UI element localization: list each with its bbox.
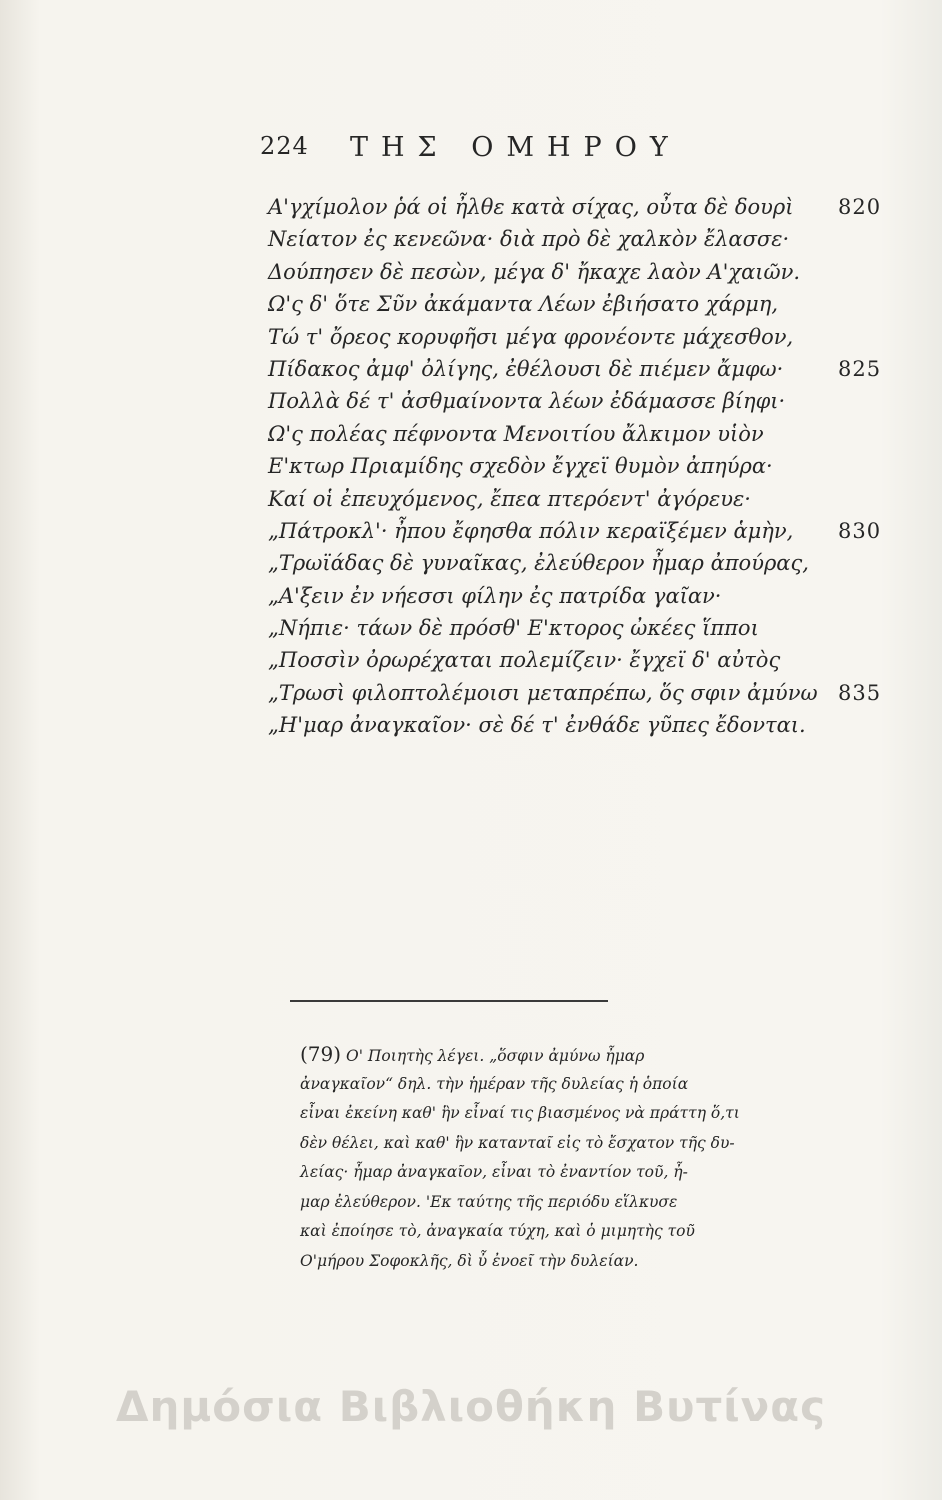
footnote xyxy=(300,1040,900,1276)
footnote-line: Ο'μήρου Σοφοκλῆς, δὶ ὖ ἐνοεῖ τὴν δυλείαν. xyxy=(300,1251,639,1270)
verse-line xyxy=(268,515,908,547)
verse-line xyxy=(268,191,908,223)
line-number: 830 xyxy=(838,518,882,543)
verse-line xyxy=(268,353,908,385)
line-number: 820 xyxy=(838,195,882,219)
verse-line xyxy=(268,644,908,676)
verse-line xyxy=(268,418,908,450)
verse-text: „Η'μαρ ἀναγκαῖον· σὲ δέ τ' ἐνθάδε γῦπες ἔδονται. xyxy=(268,713,806,738)
running-title: ΤΗΣ ΟΜΗΡΟΥ xyxy=(350,132,681,163)
verse-text: Καί οἱ ἐπευχόμενος, ἔπεα πτερόεντ' ἀγόρευε· xyxy=(268,486,751,511)
footnote-line: μαρ ἐλεύθερον. 'Εκ ταύτης τῆς περιόδυ εἵλκυσε xyxy=(300,1192,678,1211)
footnote-line: ἀναγκαῖον“ δηλ. τὴν ἡμέραν τῆς δυλείας ἡ ὁποία xyxy=(300,1074,689,1093)
verse-text: Ε'κτωρ Πριαμίδης σχεδὸν ἔγχεϊ θυμὸν ἀπηύρα· xyxy=(268,454,773,479)
footnote-line: εἶναι ἐκείνη καθ' ἣν εἶναί τις βιασμένος νὰ πράττη ὅ,τι xyxy=(300,1104,740,1122)
page-header xyxy=(260,132,800,172)
verse-line xyxy=(268,547,908,579)
verse-line xyxy=(268,256,908,288)
verse-line xyxy=(268,483,908,515)
verse-text: Ω'ς δ' ὅτε Σῦν ἀκάμαντα Λέων ἐβιήσατο χάρμη, xyxy=(268,292,779,317)
line-number: 825 xyxy=(838,356,882,381)
footnote-divider xyxy=(290,1000,608,1002)
footnote-line: δὲν θέλει, καὶ καθ' ἣν κατανταῖ εἰς τὸ ἔσχατον τῆς δυ- xyxy=(300,1133,735,1152)
verse-line xyxy=(268,321,908,353)
verse-line xyxy=(268,450,908,482)
verse-text: Ω'ς πολέας πέφνοντα Μενοιτίου ἄλκιμον υἱὸν xyxy=(268,421,764,446)
verse-text: Τώ τ' ὄρεος κορυφῆσι μέγα φρονέοντε μάχεσθον, xyxy=(268,324,794,349)
verse-text: Πολλὰ δέ τ' ἀσθμαίνοντα λέων ἐδάμασσε βίηφι· xyxy=(268,389,786,414)
verse-line xyxy=(268,677,908,709)
footnote-text: Ο' Ποιητὴς λέγει. „ὅσφιν ἀμύνω ἦμαρ xyxy=(346,1047,645,1065)
footnote-line xyxy=(300,1040,900,1070)
verse-text: Νείατον ἐς κενεῶνα· διὰ πρὸ δὲ χαλκὸν ἔλασσε· xyxy=(268,227,790,252)
verse-block xyxy=(268,191,908,742)
verse-line xyxy=(268,580,908,612)
verse-text: „Α'ξειν ἐν νήεσσι φίλην ἐς πατρίδα γαῖαν· xyxy=(268,583,722,608)
verse-text: Δούπησεν δὲ πεσὼν, μέγα δ' ἤκαχε λαὸν Α'χαιῶν. xyxy=(268,259,801,284)
verse-line xyxy=(268,385,908,417)
footnote-line: λείας· ἦμαρ ἀναγκαῖον, εἶναι τὸ ἐναντίον τοῦ, ἦ- xyxy=(300,1163,688,1181)
verse-line xyxy=(268,288,908,320)
footnote-marker: (79) xyxy=(300,1042,342,1066)
page-number: 224 xyxy=(260,132,309,160)
verse-text: „Τρωσὶ φιλοπτολέμοισι μεταπρέπω, ὅς σφιν ἀμύνω xyxy=(268,680,818,705)
footnote-line: καὶ ἐποίησε τὸ, ἀναγκαία τύχη, καὶ ὁ μιμητὴς τοῦ xyxy=(300,1222,695,1240)
library-watermark: Δημόσια Βιβλιοθήκη Βυτίνας xyxy=(116,1382,826,1431)
verse-text: „Νήπιε· τάων δὲ πρόσθ' Ε'κτορος ὠκέες ἵπποι xyxy=(268,616,759,641)
verse-line xyxy=(268,709,908,741)
verse-text: „Πάτροκλ'· ἦπου ἔφησθα πόλιν κεραϊξέμεν ἁμὴν, xyxy=(268,518,794,543)
verse-text: Α'γχίμολον ῥά οἱ ἦλθε κατὰ σίχας, οὖτα δὲ δουρὶ xyxy=(268,195,794,219)
line-number: 835 xyxy=(838,680,882,705)
verse-text: Πίδακος ἀμφ' ὀλίγης, ἐθέλουσι δὲ πιέμεν ἄμφω· xyxy=(268,356,784,381)
verse-text: „Τρωϊάδας δὲ γυναῖκας, ἐλεύθερον ἦμαρ ἀπούρας, xyxy=(268,551,809,576)
verse-line xyxy=(268,223,908,255)
verse-text: „Ποσσὶν ὀρωρέχαται πολεμίζειν· ἔγχεϊ δ' αὐτὸς xyxy=(268,648,781,673)
verse-line xyxy=(268,612,908,644)
